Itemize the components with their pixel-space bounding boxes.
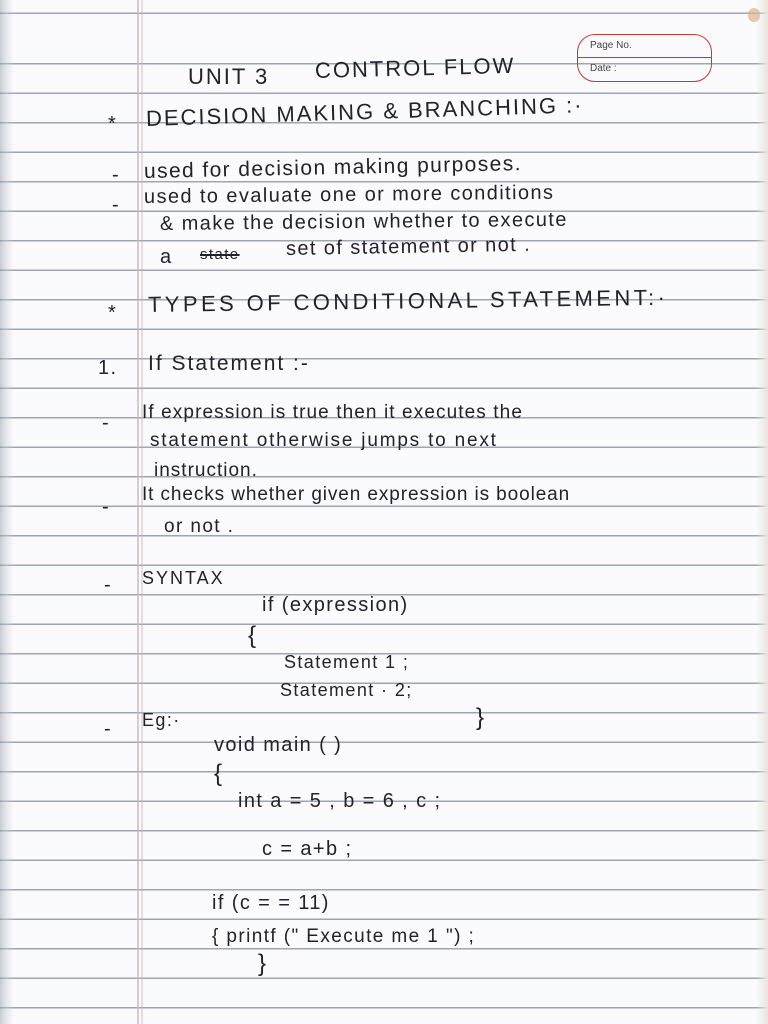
point2-text: used to evaluate one or more conditions [143,181,555,208]
point3-text: & make the decision whether to execute [159,208,568,235]
item1-line3-text: instruction. [154,460,258,481]
example-close-brace: } [258,950,268,977]
section1-marker: * [108,113,118,135]
syntax-if-line: if (expression) [262,594,409,616]
point2-dash: - [112,194,121,216]
page-corner-mark [748,8,760,22]
syntax-open-brace: { [248,622,258,649]
example-open-brace: { [214,760,224,787]
page-left-edge [0,0,14,1024]
example-line1: void main ( ) [214,734,343,756]
syntax-label: SYNTAX [142,568,225,588]
point1-text: used for decision making purposes. [143,152,523,183]
item1-title: If Statement :- [148,352,310,375]
item1-line5-text: or not . [164,516,235,537]
section2-heading: TYPES OF CONDITIONAL STATEMENT:· [147,284,669,317]
item1-line4-text: It checks whether given expression is boolean [142,484,571,505]
syntax-dash: - [104,574,113,596]
section1-heading: DECISION MAKING & BRANCHING :· [145,92,584,131]
syntax-statement2: Statement · 2; [280,680,413,700]
example-line-assign: c = a+b ; [262,838,353,860]
page-no-label: Page No. [590,40,632,51]
item1-line1-dash: - [102,412,111,434]
section2-marker: * [108,302,118,324]
item1-line4-dash: - [102,496,111,518]
point1-dash: - [112,164,121,186]
syntax-close-brace: } [476,704,486,731]
line4-end: set of statement or not . [285,233,532,260]
example-line-printf: { printf (" Execute me 1 ") ; [212,926,476,947]
date-label: Date : [590,63,617,74]
margin-line-secondary [141,0,143,1024]
page-date-box [577,34,712,82]
syntax-statement1: Statement 1 ; [284,652,410,672]
item1-line2-text: statement otherwise jumps to next [150,430,498,451]
chapter-title: CONTROL FLOW [314,52,516,83]
example-dash: - [104,718,113,740]
item1-number: 1. [98,357,118,379]
example-label: Eg:· [142,710,181,730]
line4-start: a [160,246,173,268]
example-line-if: if (c = = 11) [212,892,330,914]
margin-line [137,0,139,1024]
item1-line1-text: If expression is true then it executes the [142,402,523,423]
page-right-edge [756,0,768,1024]
page-date-divider [578,57,711,58]
example-line-decl: int a = 5 , b = 6 , c ; [238,790,442,812]
line4-struck-word: state [200,246,240,263]
unit-title: UNIT 3 [188,64,270,89]
